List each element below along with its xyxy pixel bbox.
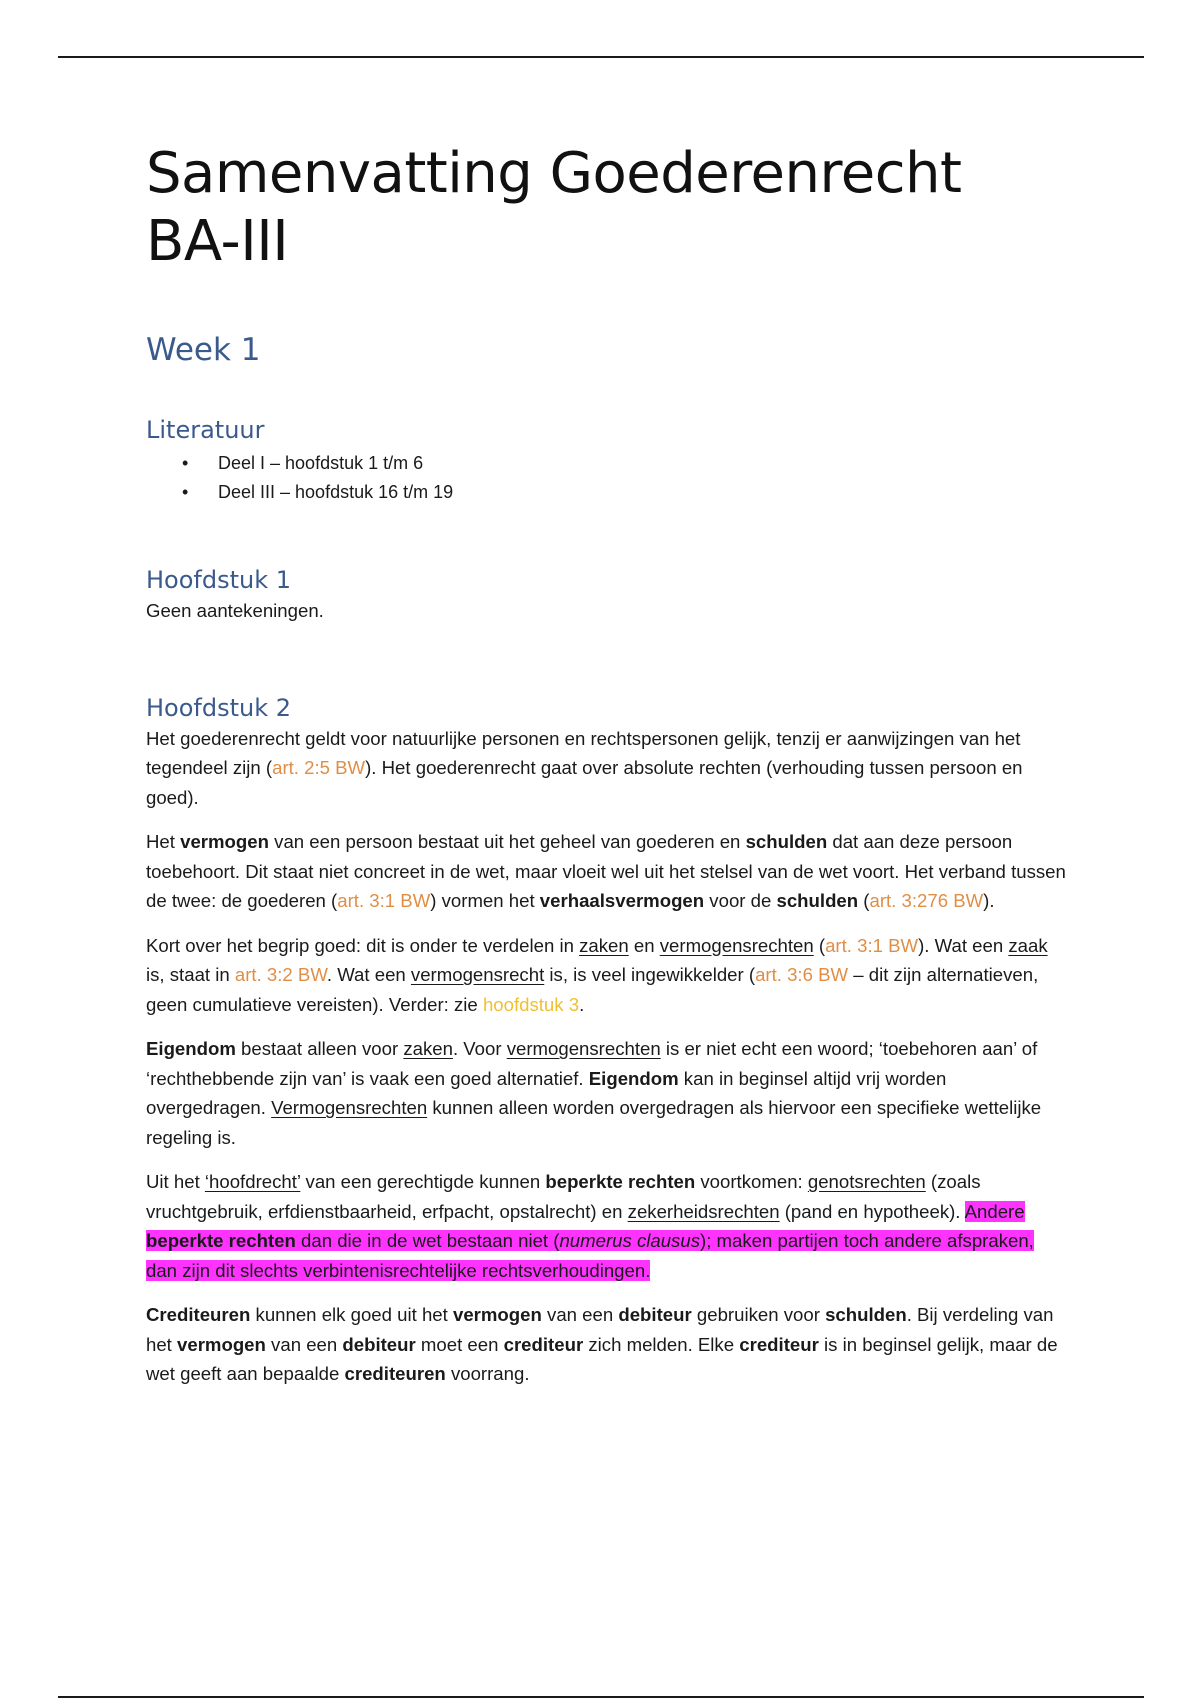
paragraph-5: Uit het ‘hoofdrecht’ van een gerechtigde kunnen beperkte rechten voortkomen: genotsrechten (zoals vruchtgebruik, erfdienstbaarheid, erfpacht, opstalrecht) en zekerheidsrechten (pand en hypotheek). Andere beperkte rechten dan die in de wet bestaan niet (numerus clausus); maken partijen toch andere afspraken, dan zijn dit slechts verbintenisrechtelijke rechtsverhoudingen. [146, 1171, 1034, 1281]
paragraph-6: Crediteuren kunnen elk goed uit het vermogen van een debiteur gebruiken voor schulden. Bij verdeling van het vermogen van een debiteur moet een crediteur zich melden. Elke crediteur is in beginsel gelijk, maar de wet geeft aan bepaalde crediteuren voorrang. [146, 1304, 1058, 1384]
law-reference: art. 2:5 BW [272, 757, 366, 778]
law-reference: art. 3:1 BW [825, 934, 919, 956]
law-reference: art. 3:1 BW [337, 890, 431, 911]
law-reference: art. 3:276 BW [869, 890, 984, 911]
hoofdstuk-2-heading: Hoofdstuk 2 [146, 693, 292, 722]
list-item: • Deel I – hoofdstuk 1 t/m 6 [146, 449, 1066, 478]
literatuur-list [146, 449, 1066, 507]
footer-rule [58, 1696, 1144, 1698]
law-reference: art. 3:6 BW [755, 964, 849, 985]
chapter-reference: hoofdstuk 3 [482, 993, 580, 1015]
paragraph-1: Het goederenrecht geldt voor natuurlijke personen en rechtspersonen gelijk, tenzij er aanwijzingen van het tegendeel zijn (art. 2:5 BW). Het goederenrecht gaat over absolute rechten (verhouding tussen persoon en goed). [146, 727, 1023, 808]
document-page [146, 140, 1066, 1389]
paragraph-2: Het vermogen van een persoon bestaat uit het geheel van goederen en schulden dat aan deze persoon toebehoort. Dit staat niet concreet in de wet, maar vloeit wel uit het stelsel van de wet voort. Het verband tussen de twee: de goederen (art. 3:1 BW) vormen het verhaalsvermogen voor de schulden (art. 3:276 BW). [146, 831, 1066, 911]
week-heading: Week 1 [146, 332, 261, 368]
list-item: • Deel III – hoofdstuk 16 t/m 19 [146, 478, 1066, 507]
paragraph-3: Kort over het begrip goed: dit is onder te verdelen in zaken en vermogensrechten (art. 3:1 BW). Wat een zaak is, staat in art. 3:2 BW. Wat een vermogensrecht is, is veel ingewikkelder (art. 3:6 BW – dit zijn alternatieven, geen cumulatieve vereisten). Verder: zie hoofdstuk 3. [146, 934, 1048, 1015]
header-rule [58, 56, 1144, 58]
bullet-icon: • [182, 482, 189, 502]
hoofdstuk-1-heading: Hoofdstuk 1 [146, 566, 292, 594]
paragraph-4: Eigendom bestaat alleen voor zaken. Voor vermogensrechten is er niet echt een woord; ‘toebehoren aan’ of ‘rechthebbende zijn van’ is vaak een goed alternatief. Eigendom kan in beginsel altijd vrij worden overgedragen. Vermogensrechten kunnen alleen worden overgedragen als hiervoor een specifieke wettelijke regeling is. [146, 1038, 1042, 1148]
bullet-icon: • [182, 453, 189, 473]
literatuur-heading: Literatuur [146, 416, 265, 444]
highlighted-text: Andere beperkte rechten dan die in de wet bestaan niet (numerus clausus); maken partijen toch andere afspraken, dan zijn dit slechts verbintenisrechtelijke rechtsverhoudingen. [146, 1200, 1034, 1281]
document-title: Samenvatting Goederenrecht BA-III [146, 141, 962, 274]
hoofdstuk-1-text: Geen aantekeningen. [146, 600, 324, 621]
law-reference: art. 3:2 BW [234, 964, 327, 985]
